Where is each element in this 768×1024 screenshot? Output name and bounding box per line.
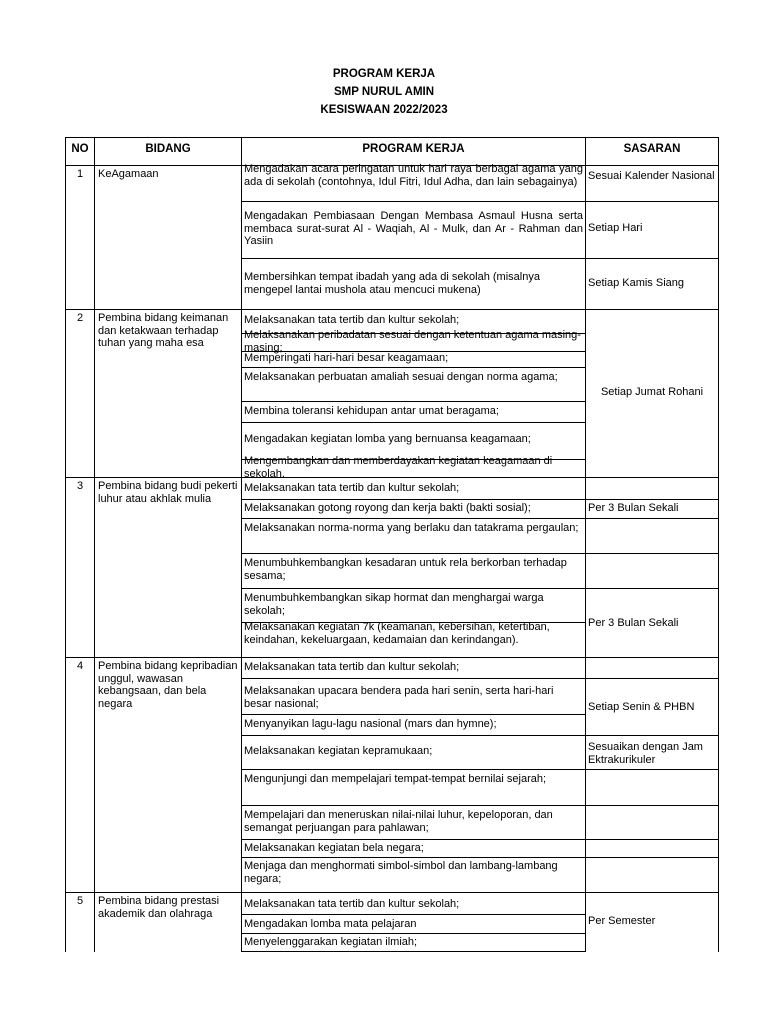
program-item: Mempelajari dan meneruskan nilai-nilai luhur, kepeloporan, dan semangat perjuangan para pahlawan;: [244, 809, 553, 834]
sasaran-cell: Per 3 Bulan Sekali: [588, 617, 679, 629]
program-item: Melaksanakan norma-norma yang berlaku dan tatakrama pergaulan;: [244, 522, 579, 534]
sasaran-cell: Sesuai Kalender Nasional: [588, 170, 715, 182]
program-item: Melaksanakan gotong royong dan kerja bakti (bakti sosial);: [244, 502, 531, 514]
sasaran-cell: Setiap Hari: [588, 222, 643, 234]
column-header-sasaran: SASARAN: [623, 143, 681, 155]
row-number: 5: [76, 895, 84, 907]
document-subtitle: KESISWAAN 2022/2023: [320, 104, 448, 116]
program-item: Melaksanakan peribadatan sesuai dengan ketentuan agama masing-masing;: [244, 329, 581, 354]
program-item: Mengadakan kegiatan lomba yang bernuansa keagamaan;: [244, 433, 531, 445]
bidang-cell: Pembina bidang prestasi akademik dan olahraga: [98, 895, 220, 920]
program-item: Melaksanakan perbuatan amaliah sesuai dengan norma agama;: [244, 371, 558, 383]
program-item: Melaksanakan tata tertib dan kultur sekolah;: [244, 898, 460, 910]
program-item: Melaksanakan upacara bendera pada hari senin, serta hari-hari besar nasional;: [244, 685, 554, 710]
program-item: Mengembangkan dan memberdayakan kegiatan keagamaan di sekolah.: [244, 455, 553, 480]
sasaran-cell: Per 3 Bulan Sekali: [588, 502, 679, 514]
document-title: PROGRAM KERJA: [332, 68, 436, 80]
row-number: 3: [76, 480, 84, 492]
row-number: 2: [76, 312, 84, 324]
sasaran-cell: Per Semester: [588, 915, 656, 927]
program-item: Melaksanakan kegiatan kepramukaan;: [244, 745, 433, 757]
program-item: Membina toleransi kehidupan antar umat beragama;: [244, 405, 499, 417]
sasaran-cell: Setiap Senin & PHBN: [588, 701, 695, 713]
column-header-bidang: BIDANG: [145, 143, 191, 155]
program-item: Menyanyikan lagu-lagu nasional (mars dan hymne);: [244, 718, 497, 730]
sasaran-cell: Sesuaikan dengan Jam Ektrakurikuler: [588, 741, 703, 766]
program-item: Menumbuhkembangkan sikap hormat dan menghargai warga sekolah;: [244, 592, 544, 617]
program-item: Memperingati hari-hari besar keagamaan;: [244, 352, 449, 364]
bidang-cell: Pembina bidang keimanan dan ketakwaan terhadap tuhan yang maha esa: [98, 312, 229, 349]
program-item: Mengadakan Pembiasaan Dengan Membasa Asmaul Husna serta membaca surat-surat Al - Waqiah, Al - Mulk, dan Ar - Rahman dan Yasiin: [244, 210, 583, 247]
program-item: Melaksanakan tata tertib dan kultur sekolah;: [244, 482, 460, 494]
column-header-no: NO: [71, 143, 89, 155]
row-number: 1: [76, 168, 84, 180]
program-item: Mengunjungi dan mempelajari tempat-tempat bernilai sejarah;: [244, 773, 547, 785]
bidang-cell: KeAgamaan: [98, 168, 159, 180]
program-item: Membersihkan tempat ibadah yang ada di sekolah (misalnya mengepel lantai mushola atau mencuci mukena): [244, 271, 540, 296]
program-item: Menjaga dan menghormati simbol-simbol dan lambang-lambang negara;: [244, 860, 558, 885]
program-item: Melaksanakan kegiatan 7k (keamanan, kebersihan, ketertiban, keindahan, kekeluargaan, kedamaian dan kerindangan).: [244, 621, 550, 646]
program-item: Menumbuhkembangkan kesadaran untuk rela berkorban terhadap sesama;: [244, 557, 567, 582]
program-item: Menyelenggarakan kegiatan ilmiah;: [244, 936, 418, 948]
program-item: Melaksanakan tata tertib dan kultur sekolah;: [244, 314, 460, 326]
column-header-program: PROGRAM KERJA: [362, 143, 465, 155]
program-item: Melaksanakan kegiatan bela negara;: [244, 842, 424, 854]
sasaran-cell: Setiap Kamis Siang: [588, 277, 684, 289]
bidang-cell: Pembina bidang kepribadian unggul, wawasan kebangsaan, dan bela negara: [98, 660, 238, 710]
school-name: SMP NURUL AMIN: [333, 86, 435, 98]
sasaran-cell: Setiap Jumat Rohani: [600, 386, 704, 398]
row-number: 4: [76, 660, 84, 672]
bidang-cell: Pembina bidang budi pekerti luhur atau akhlak mulia: [98, 480, 238, 505]
program-item: Mengadakan lomba mata pelajaran: [244, 918, 417, 930]
program-item: Mengadakan acara peringatan untuk hari raya berbagai agama yang ada di sekolah (contohnya, Idul Fitri, Idul Adha, dan lain sebagainya): [244, 163, 583, 188]
program-item: Melaksanakan tata tertib dan kultur sekolah;: [244, 661, 460, 673]
